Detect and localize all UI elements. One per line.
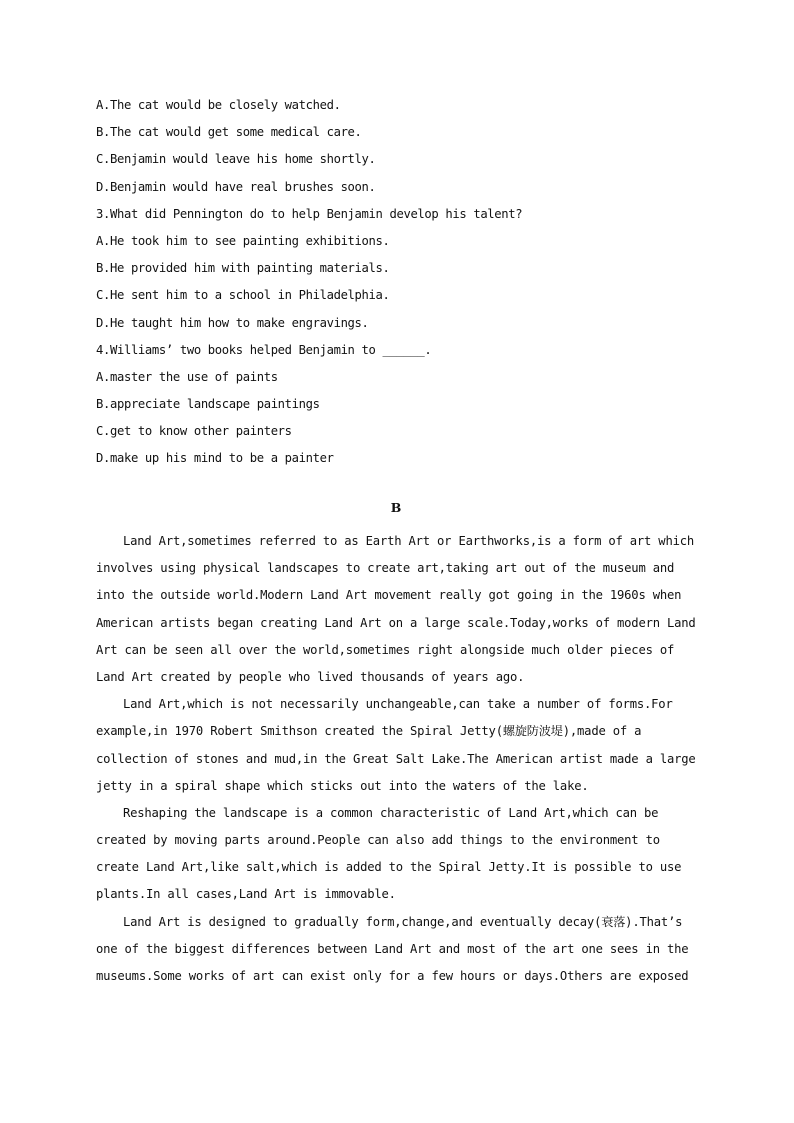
passage-b (96, 528, 696, 990)
passage-line: Land Art,which is not necessarily unchangeable,can take a number of forms.For (123, 697, 673, 712)
passage-line: involves using physical landscapes to create art,taking art out of the museum and (96, 561, 675, 576)
passage-line: jetty in a spiral shape which sticks out into the waters of the lake. (96, 778, 589, 793)
option-a-q2: A.The cat would be closely watched. (96, 98, 341, 112)
passage-line: one of the biggest differences between Land Art and most of the art one sees in the (96, 941, 689, 956)
option-c-q3: C.He sent him to a school in Philadelphia. (96, 288, 390, 303)
passage-line: Land Art is designed to gradually form,change,and eventually decay(衰落).That’s (123, 914, 683, 929)
passage-line: Land Art created by people who lived thousands of years ago. (96, 669, 525, 684)
option-b-q3: B.He provided him with painting materials. (96, 261, 390, 276)
question-3: 3.What did Pennington do to help Benjamin develop his talent? (96, 206, 523, 221)
passage-line: Land Art,sometimes referred to as Earth Art or Earthworks,is a form of art which (123, 534, 694, 548)
option-d-q3: D.He taught him how to make engravings. (96, 315, 369, 330)
passage-line: collection of stones and mud,in the Great Salt Lake.The American artist made a large (96, 751, 696, 766)
passage-line: created by moving parts around.People can also add things to the environment to (96, 833, 660, 848)
option-c-q2: C.Benjamin would leave his home shortly. (96, 152, 376, 167)
option-d-q2: D.Benjamin would have real brushes soon. (96, 179, 376, 194)
passage-line: create Land Art,like salt,which is added to the Spiral Jetty.It is possible to use (96, 860, 682, 875)
passage-line: Art can be seen all over the world,sometimes right alongside much older pieces of (96, 642, 675, 657)
section-heading: B (390, 500, 402, 515)
option-b-q4: B.appreciate landscape paintings (96, 397, 320, 412)
option-b-q2: B.The cat would get some medical care. (96, 125, 362, 140)
option-d-q4: D.make up his mind to be a painter (96, 451, 334, 466)
document-page (96, 92, 696, 983)
passage-line: plants.In all cases,Land Art is immovable. (96, 887, 396, 902)
option-a-q3: A.He took him to see painting exhibitions. (96, 233, 390, 248)
passage-line: into the outside world.Modern Land Art movement really got going in the 1960s when (96, 588, 682, 603)
option-a-q4: A.master the use of paints (96, 369, 278, 384)
question-4: 4.Williams’ two books helped Benjamin to ______. (96, 342, 432, 357)
option-c-q4: C.get to know other painters (96, 424, 292, 439)
passage-line: example,in 1970 Robert Smithson created the Spiral Jetty(螺旋防波堤),made of a (96, 724, 642, 739)
passage-line: museums.Some works of art can exist only for a few hours or days.Others are exposed (96, 969, 689, 983)
passage-line: Reshaping the landscape is a common characteristic of Land Art,which can be (123, 805, 659, 820)
passage-line: American artists began creating Land Art on a large scale.Today,works of modern Land (96, 615, 696, 630)
